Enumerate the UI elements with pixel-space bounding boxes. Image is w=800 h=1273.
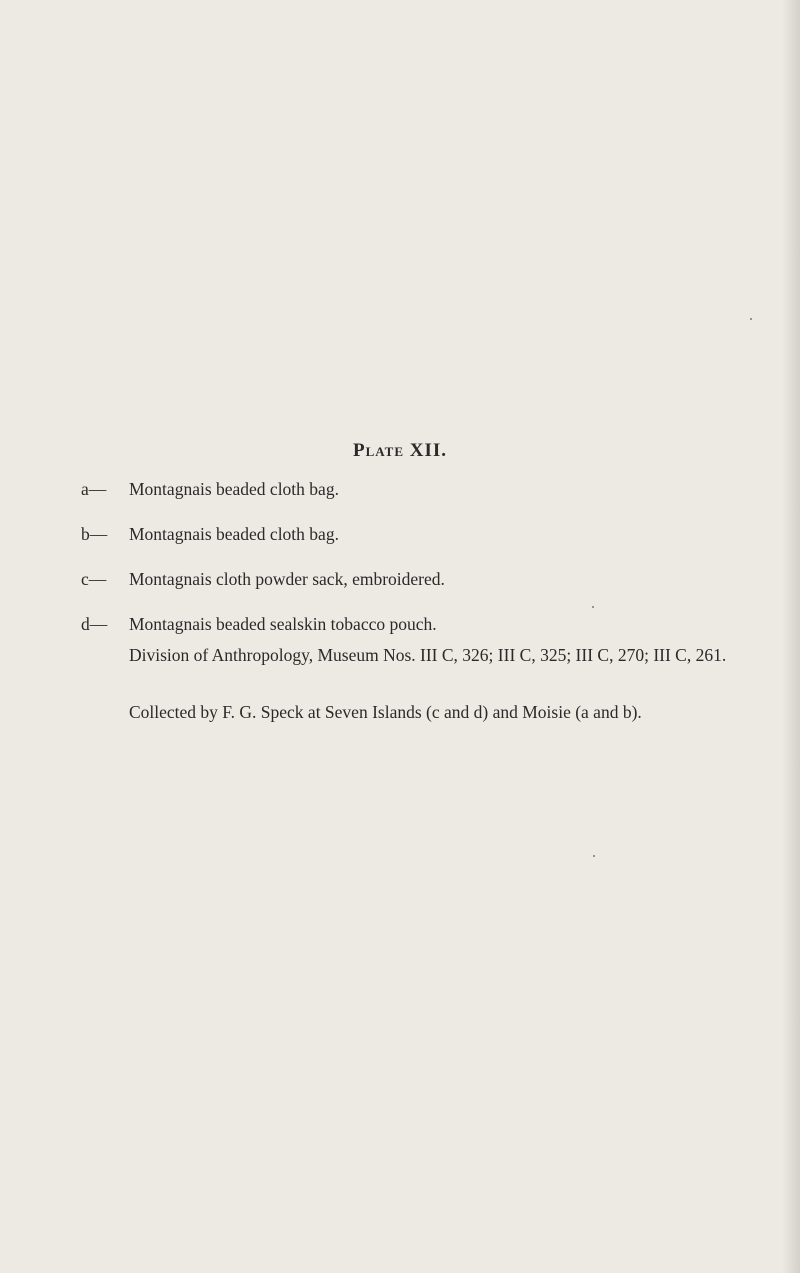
caption-text: Montagnais beaded sealskin tobacco pouch. [129,614,437,634]
caption-list [81,478,761,658]
caption-item-a [81,478,761,500]
caption-marker: d— [81,614,108,634]
caption-marker: b— [81,524,108,544]
dust-speck [750,318,752,320]
caption-item-c [81,568,761,590]
caption-text: Montagnais beaded cloth bag. [129,524,339,544]
plate-title: Plate XII. [352,440,448,461]
caption-text: Montagnais cloth powder sack, embroidered. [129,569,445,589]
museum-numbers-note: Division of Anthropology, Museum Nos. III C, 326; III C, 325; III C, 270; III C, 261. [129,645,727,665]
caption-marker: a— [81,479,107,499]
page-edge-shadow [782,0,800,1273]
dust-speck [593,855,595,857]
caption-text: Montagnais beaded cloth bag. [129,479,339,499]
caption-item-b [81,523,761,545]
caption-marker: c— [81,569,107,589]
collector-note: Collected by F. G. Speck at Seven Islands (c and d) and Moisie (a and b). [129,702,642,722]
caption-item-d [81,613,761,635]
